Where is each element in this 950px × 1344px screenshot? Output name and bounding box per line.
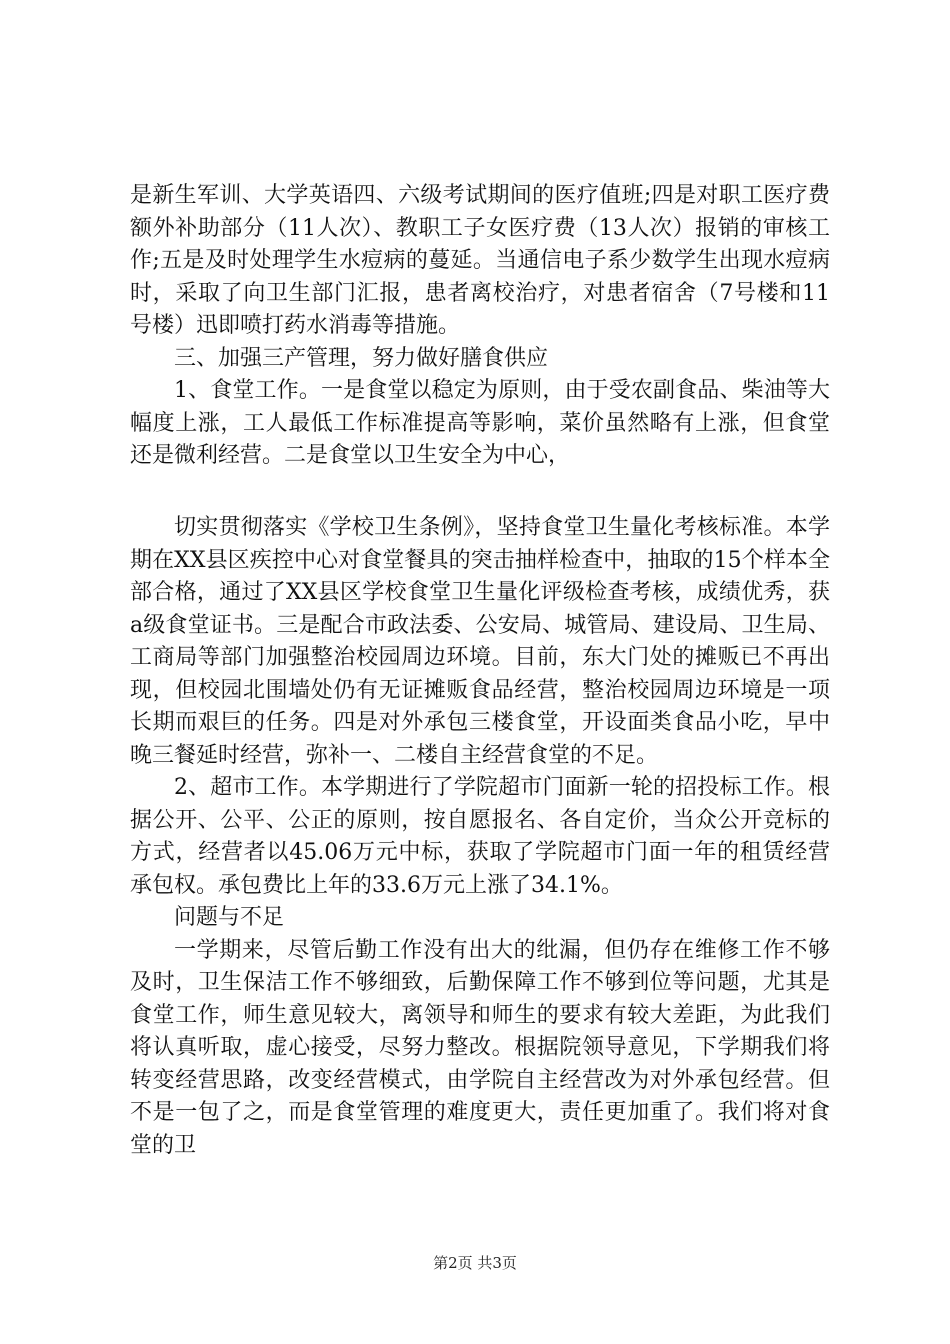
text-block-upper: [130, 180, 830, 473]
text-block-lower: [130, 512, 830, 1162]
paragraph: 1、食堂工作。一是食堂以稳定为原则，由于受农副食品、柴油等大幅度上涨，工人最低工作标准提高等影响，菜价虽然略有上涨，但食堂还是微利经营。二是食堂以卫生安全为中心，: [130, 378, 830, 468]
paragraph: 是新生军训、大学英语四、六级考试期间的医疗值班;四是对职工医疗费额外补助部分（11人次）、教职工子女医疗费（13人次）报销的审核工作;五是及时处理学生水痘病的蔓延。当通信电子系少数学生出现水痘病时，采取了向卫生部门汇报，患者离校治疗，对患者宿舍（7号楼和11号楼）迅即喷打药水消毒等措施。: [130, 183, 830, 338]
paragraph: 一学期来，尽管后勤工作没有出大的纰漏，但仍存在维修工作不够及时，卫生保洁工作不够细致，后勤保障工作不够到位等问题，尤其是食堂工作，师生意见较大，离领导和师生的要求有较大差距，为此我们将认真听取，虚心接受，尽努力整改。根据院领导意见，下学期我们将转变经营思路，改变经营模式，由学院自主经营改为对外承包经营。但不是一包了之，而是食堂管理的难度更大，责任更加重了。我们将对食堂的卫: [130, 937, 830, 1158]
section-heading: 问题与不足: [174, 905, 285, 930]
section-heading: 三、加强三产管理，努力做好膳食供应: [174, 345, 549, 371]
paragraph: 切实贯彻落实《学校卫生条例》，坚持食堂卫生量化考核标准。本学期在XX县区疾控中心对食堂餐具的突击抽样检查中，抽取的15个样本全部合格，通过了XX县区学校食堂卫生量化评级检查考核，成绩优秀，获a级食堂证书。三是配合市政法委、公安局、城管局、建设局、卫生局、工商局等部门加强整治校园周边环境。目前，东大门处的摊贩已不再出现，但校园北围墙处仍有无证摊贩食品经营，整治校园周边环境是一项长期而艰巨的任务。四是对外承包三楼食堂，开设面类食品小吃，早中晚三餐延时经营，弥补一、二楼自主经营食堂的不足。: [130, 515, 830, 768]
paragraph: 2、超市工作。本学期进行了学院超市门面新一轮的招投标工作。根据公开、公平、公正的原则，按自愿报名、各自定价，当众公开竞标的方式，经营者以45.06万元中标，获取了学院超市门面一年的租赁经营承包权。承包费比上年的33.6万元上涨了34.1%。: [130, 775, 830, 898]
page-footer: 第2页 共3页: [433, 1254, 517, 1272]
